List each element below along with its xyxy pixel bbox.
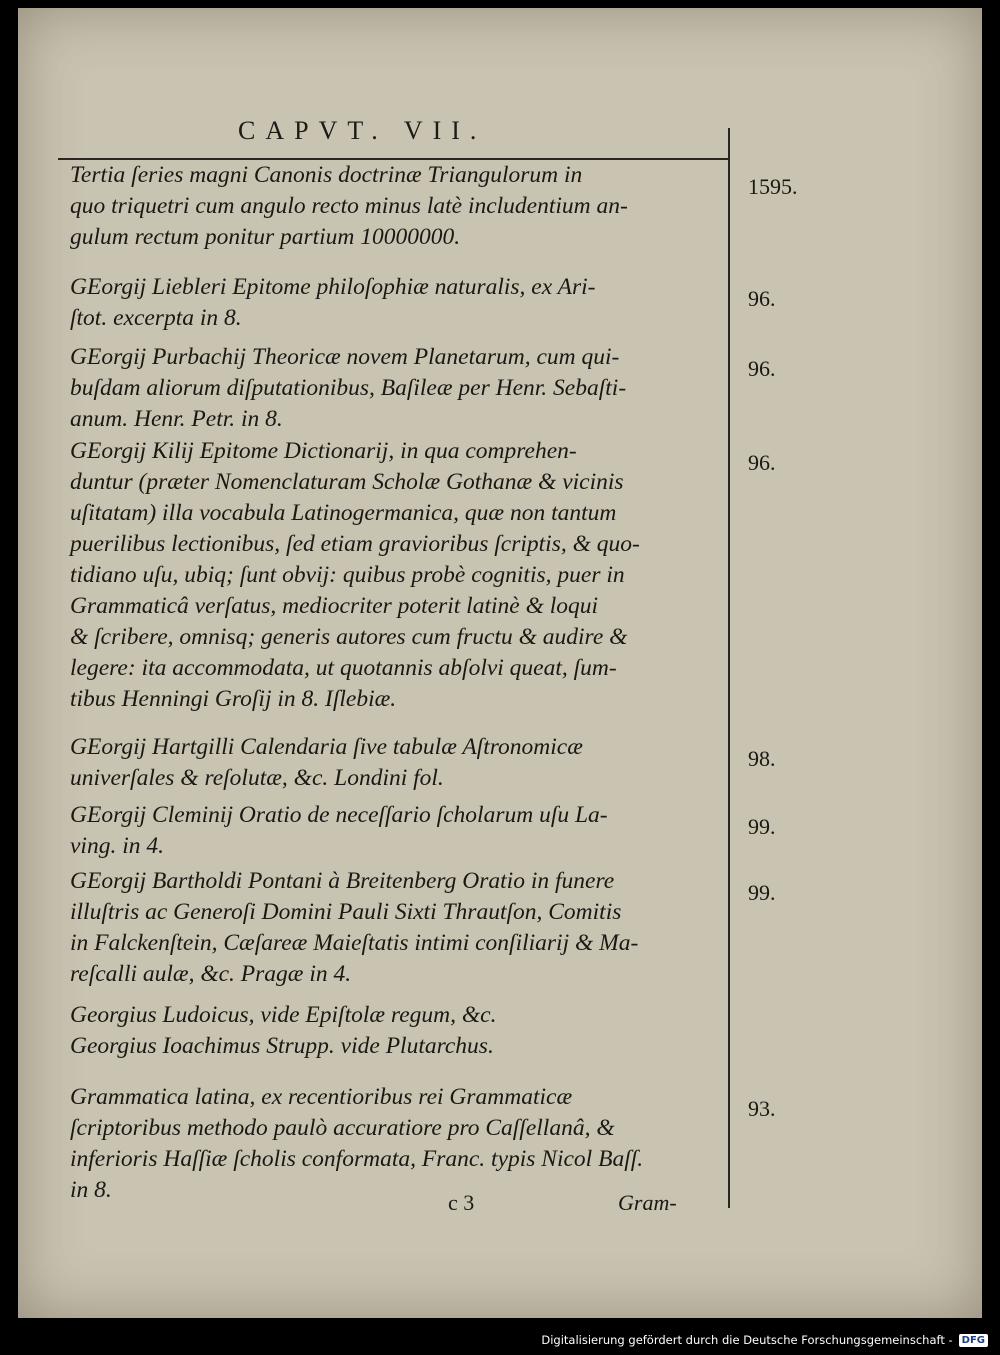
entry-line: GEorgij Kilij Epitome Dictionarij, in qua comprehen- <box>70 438 577 464</box>
entry-line: legere: ita accommodata, ut quotannis abſolvi queat, ſum- <box>70 655 617 681</box>
catalog-entry <box>70 1082 730 1206</box>
book-page <box>18 8 982 1318</box>
catalog-entry <box>70 272 730 334</box>
entry-year: 96. <box>748 450 776 475</box>
entry-year: 99. <box>748 814 776 839</box>
entry-line: Georgius Ioachimus Strupp. vide Plutarchus. <box>70 1033 494 1059</box>
entry-year: 93. <box>748 1096 776 1121</box>
entry-line: in 8. <box>70 1177 112 1203</box>
entry-line: uſitatam) illa vocabula Latinogermanica, quæ non tantum <box>70 500 617 526</box>
entry-year: 96. <box>748 356 776 381</box>
entry-line: quo triquetri cum angulo recto minus latè includentium an- <box>70 193 628 219</box>
entry-line: Georgius Ludoicus, vide Epiſtolæ regum, &c. <box>70 1002 497 1028</box>
entry-line: univerſales & reſolutæ, &c. Londini fol. <box>70 765 444 791</box>
entry-line: GEorgij Purbachij Theoricæ novem Planetarum, cum qui- <box>70 344 620 370</box>
entry-year: 96. <box>748 286 776 311</box>
entry-line: gulum rectum ponitur partium 10000000. <box>70 224 461 250</box>
entry-year: 98. <box>748 746 776 771</box>
catchword: Gram- <box>618 1190 677 1215</box>
entry-line: Tertia ſeries magni Canonis doctrinæ Triangulorum in <box>70 162 583 188</box>
catalog-entry <box>70 732 730 794</box>
entry-line: reſcalli aulæ, &c. Pragæ in 4. <box>70 961 352 987</box>
running-head: CAPVT. VII. <box>238 116 487 145</box>
entry-line: GEorgij Liebleri Epitome philoſophiæ naturalis, ex Ari- <box>70 274 596 300</box>
entry-line: GEorgij Bartholdi Pontani à Breitenberg Oratio in funere <box>70 868 615 894</box>
digitization-footer <box>541 1333 988 1347</box>
entry-line: duntur (præter Nomenclaturam Scholæ Gothanæ & vicinis <box>70 469 624 495</box>
catalog-entry <box>70 160 730 253</box>
entry-line: anum. Henr. Petr. in 8. <box>70 406 283 432</box>
catalog-entry <box>70 1000 730 1062</box>
entry-year: 1595. <box>748 174 798 199</box>
footer-credit: Digitalisierung gefördert durch die Deutsche Forschungsgemeinschaft - <box>541 1333 953 1347</box>
entry-line: ſcriptoribus methodo paulò accuratiore pro Caſſellanâ, & <box>70 1115 615 1141</box>
dfg-logo: DFG <box>959 1334 988 1347</box>
entry-line: tidiano uſu, ubiq; ſunt obvij: quibus probè cognitis, puer in <box>70 562 625 588</box>
signature-mark: c 3 <box>448 1190 475 1215</box>
entry-line: puerilibus lectionibus, ſed etiam gravioribus ſcriptis, & quo- <box>70 531 640 557</box>
entry-line: Grammaticâ verſatus, mediocriter poterit latinè & loqui <box>70 593 599 619</box>
catalog-entry <box>70 436 730 715</box>
entry-line: buſdam aliorum diſputationibus, Baſileæ per Henr. Sebaſti- <box>70 375 627 401</box>
entry-line: inferioris Haſſiæ ſcholis conformata, Franc. typis Nicol Baſſ. <box>70 1146 644 1172</box>
entry-line: ving. in 4. <box>70 833 164 859</box>
entry-line: GEorgij Cleminij Oratio de neceſſario ſcholarum uſu La- <box>70 802 608 828</box>
entry-year: 99. <box>748 880 776 905</box>
entry-line: GEorgij Hartgilli Calendaria ſive tabulæ Aſtronomicæ <box>70 734 583 760</box>
entry-line: in Falckenſtein, Cæſareæ Maieſtatis intimi conſiliarij & Ma- <box>70 930 639 956</box>
entry-line: Grammatica latina, ex recentioribus rei Grammaticæ <box>70 1084 573 1110</box>
entry-line: ſtot. excerpta in 8. <box>70 305 242 331</box>
entry-line: & ſcribere, omnisq; generis autores cum fructu & audire & <box>70 624 628 650</box>
catalog-entry <box>70 866 730 990</box>
entry-line: illuſtris ac Generoſi Domini Pauli Sixti Thrautſon, Comitis <box>70 899 622 925</box>
entry-line: tibus Henningi Groſij in 8. Iſlebiæ. <box>70 686 397 712</box>
catalog-entry <box>70 800 730 862</box>
catalog-entry <box>70 342 730 435</box>
